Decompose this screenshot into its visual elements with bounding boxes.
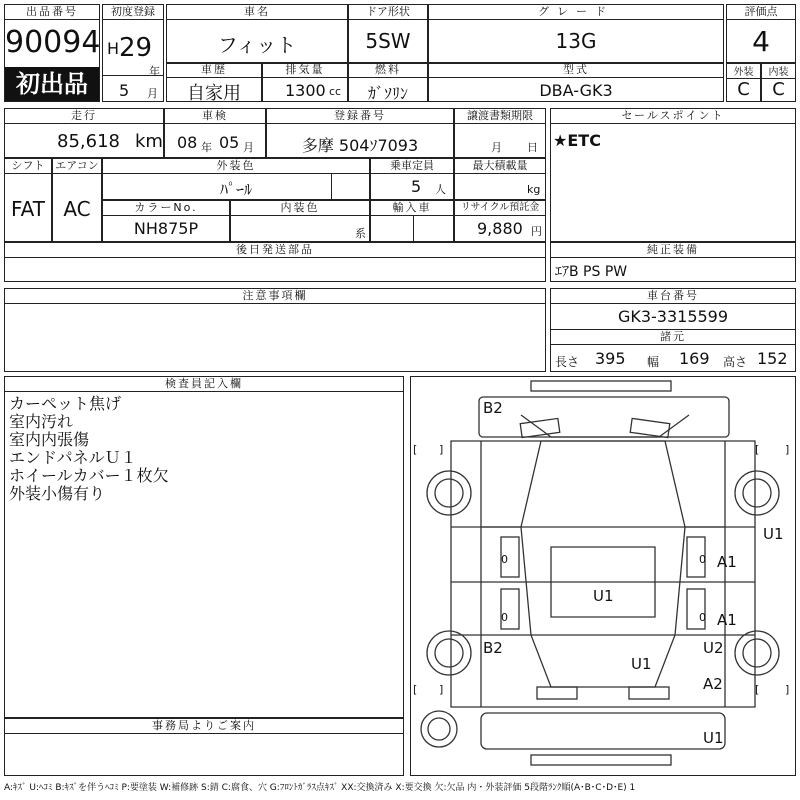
history: 自家用 <box>187 83 241 104</box>
inspection-label: 車検 <box>165 109 265 124</box>
score-label: 評価点 <box>727 5 795 20</box>
mileage: 85,618 <box>57 131 120 152</box>
grade-box <box>428 4 724 64</box>
damage-mark: U1 <box>703 729 724 747</box>
transfer-deadline-label: 譲渡書類期限 <box>455 109 545 124</box>
inspector-line: 室内汚れ <box>9 412 74 431</box>
damage-mark: U1 <box>631 655 652 673</box>
damage-mark: U1 <box>763 525 784 543</box>
mileage-box <box>4 108 164 158</box>
chassis-box <box>550 288 796 372</box>
length-label: 長さ <box>555 355 580 369</box>
displacement: 1300 <box>285 81 326 100</box>
interior-grade-label: 内装 <box>762 63 795 79</box>
lot-number-label: 出品番号 <box>5 5 99 20</box>
interior-color-box <box>230 200 370 242</box>
exterior-color: ﾊﾟｰﾙ <box>219 180 252 199</box>
inspection-year: 08 <box>177 133 198 152</box>
model: DBA-GK3 <box>539 81 613 100</box>
height-label: 高さ <box>723 355 748 369</box>
first-listing-badge: 初出品 <box>5 67 99 101</box>
bracket-mark: ] <box>439 443 444 456</box>
inspector-line: ホイールカバー１枚欠 <box>9 466 169 485</box>
recycle-label: リサイクル預託金 <box>455 201 545 216</box>
grade-label: グレード <box>429 5 723 20</box>
first-registration-label: 初度登録 <box>103 5 163 20</box>
later-parts-label: 後日発送部品 <box>5 243 545 258</box>
shift-label: シフト <box>5 159 51 174</box>
genuine-equipment-label: 純正装備 <box>551 243 795 258</box>
chassis-number: GK3-3315599 <box>617 307 729 326</box>
era: H <box>107 39 120 58</box>
bracket-mark: [ <box>413 683 418 696</box>
interior-grade: C <box>772 79 785 100</box>
ac-label: エアコン <box>53 159 101 174</box>
grade: 13G <box>555 29 597 53</box>
ac-box <box>52 158 102 242</box>
damage-mark: U2 <box>703 639 724 657</box>
fuel-box <box>348 62 428 102</box>
interior-grade-box <box>761 62 796 102</box>
model-label: 型式 <box>429 63 723 78</box>
import-label: 輸入車 <box>371 201 453 216</box>
width: 169 <box>679 349 710 368</box>
transfer-deadline-box <box>454 108 546 158</box>
sales-point-box <box>550 108 796 242</box>
ac: AC <box>63 197 91 221</box>
exterior-color-box <box>102 158 370 200</box>
recycle-fee: 9,880 <box>477 219 523 238</box>
damage-diagram <box>410 376 796 776</box>
later-parts-box <box>4 242 546 282</box>
fuel-label: 燃料 <box>349 63 427 78</box>
damage-mark: U1 <box>593 587 614 605</box>
damage-mark: A1 <box>717 553 737 571</box>
lot-number-box <box>4 4 100 102</box>
bracket-mark: [ <box>413 443 418 456</box>
recycle-box <box>454 200 546 242</box>
car-name-label: 車名 <box>167 5 347 20</box>
door-type: 5SW <box>365 29 411 53</box>
max-load-unit: kg <box>527 183 541 196</box>
office-box <box>4 718 404 776</box>
inspection-box <box>164 108 266 158</box>
length: 395 <box>595 349 626 368</box>
bracket-mark: ] <box>785 443 790 456</box>
exterior-grade: C <box>737 79 750 100</box>
mileage-unit: km <box>135 131 163 152</box>
damage-mark: B2 <box>483 399 503 417</box>
shift-box <box>4 158 52 242</box>
width-label: 幅 <box>647 355 660 369</box>
displacement-label: 排気量 <box>263 63 347 78</box>
door-label: ドア形状 <box>349 5 427 20</box>
fuel: ｶﾞｿﾘﾝ <box>367 84 408 103</box>
inspection-month: 05 <box>219 133 240 152</box>
inspector-notes <box>9 395 169 503</box>
capacity-label: 乗車定員 <box>371 159 453 174</box>
inspector-line: 室内内張傷 <box>9 430 90 449</box>
displacement-unit: cc <box>329 85 342 98</box>
shift: FAT <box>10 197 45 221</box>
capacity: 5 <box>411 177 422 196</box>
office-label: 事務局よりご案内 <box>5 719 403 734</box>
inspector-label: 検査員記入欄 <box>5 377 403 392</box>
month-unit: 月 <box>147 87 158 100</box>
exterior-color-label: 外装色 <box>103 159 369 174</box>
mileage-label: 走行 <box>5 109 163 124</box>
exterior-grade-box <box>726 62 761 102</box>
bracket-mark: [ <box>755 683 760 696</box>
bracket-mark: [ <box>755 443 760 456</box>
import-box <box>370 200 454 242</box>
year-unit: 年 <box>149 65 160 78</box>
color-no-label: カラーNo. <box>103 201 229 216</box>
registration-box <box>266 108 454 158</box>
bracket-mark: ] <box>785 683 790 696</box>
reg-month: 5 <box>119 81 130 100</box>
max-load-label: 最大積載量 <box>455 159 545 174</box>
inspector-line: 外装小傷有り <box>9 484 106 503</box>
height: 152 <box>757 349 788 368</box>
zero-mark: 0 <box>699 553 706 566</box>
specs-label: 諸元 <box>551 329 795 345</box>
color-no: NH875P <box>133 219 199 238</box>
history-box <box>166 62 262 102</box>
car-name: フィット <box>217 33 297 57</box>
exterior-grade-label: 外装 <box>727 63 760 79</box>
reg-year: 29 <box>119 33 153 63</box>
inspection-month-unit: 月 <box>243 141 254 154</box>
registration-label: 登録番号 <box>267 109 453 124</box>
zero-mark: 0 <box>501 553 508 566</box>
transfer-day: 日 <box>527 141 538 154</box>
history-label: 車歴 <box>167 63 261 78</box>
inspector-line: カーペット焦げ <box>9 394 122 413</box>
car-name-box <box>166 4 348 64</box>
damage-mark: B2 <box>483 639 503 657</box>
score: 4 <box>752 25 770 58</box>
chassis-label: 車台番号 <box>551 289 795 304</box>
car-diagram <box>411 377 795 775</box>
damage-mark: A1 <box>717 611 737 629</box>
transfer-month: 月 <box>491 141 502 154</box>
max-load-box <box>454 158 546 200</box>
sales-point: ★ETC <box>553 131 601 150</box>
inspector-box <box>4 376 404 718</box>
sales-point-label: セールスポイント <box>551 109 795 124</box>
zero-mark: 0 <box>501 611 508 624</box>
recycle-unit: 円 <box>531 225 542 238</box>
model-box <box>428 62 724 102</box>
first-registration-box <box>102 4 164 102</box>
displacement-box <box>262 62 348 102</box>
color-no-box <box>102 200 230 242</box>
notes-label: 注意事項欄 <box>5 289 545 304</box>
registration-number: 多摩 504ｿ7093 <box>301 136 419 155</box>
genuine-equipment-box <box>550 242 796 282</box>
inspection-year-unit: 年 <box>201 141 212 154</box>
legend: A:ｷｽﾞ U:ﾍｺﾐ B:ｷｽﾞを伴うﾍｺﾐ P:要塗装 W:補修跡 S:錆 C:腐食、穴 G:ﾌﾛﾝﾄｶﾞﾗｽ点ｷｽﾞ XX:交換済み X:要交換 欠:欠品 内・外装評価 5段階ﾗﾝｸ順(A･B･C･D･E) 1 <box>4 783 636 793</box>
genuine-equipment: ｴｱB PS PW <box>555 264 628 280</box>
interior-color-label: 内装色 <box>231 201 369 216</box>
score-box <box>726 4 796 64</box>
capacity-unit: 人 <box>435 183 446 196</box>
door-box <box>348 4 428 64</box>
zero-mark: 0 <box>699 611 706 624</box>
inspector-line: エンドパネルＵ１ <box>9 448 137 467</box>
lot-number: 90094 <box>5 25 101 60</box>
capacity-box <box>370 158 454 200</box>
notes-box <box>4 288 546 372</box>
damage-mark: A2 <box>703 675 723 693</box>
bracket-mark: ] <box>439 683 444 696</box>
interior-color-unit: 系 <box>355 227 366 240</box>
